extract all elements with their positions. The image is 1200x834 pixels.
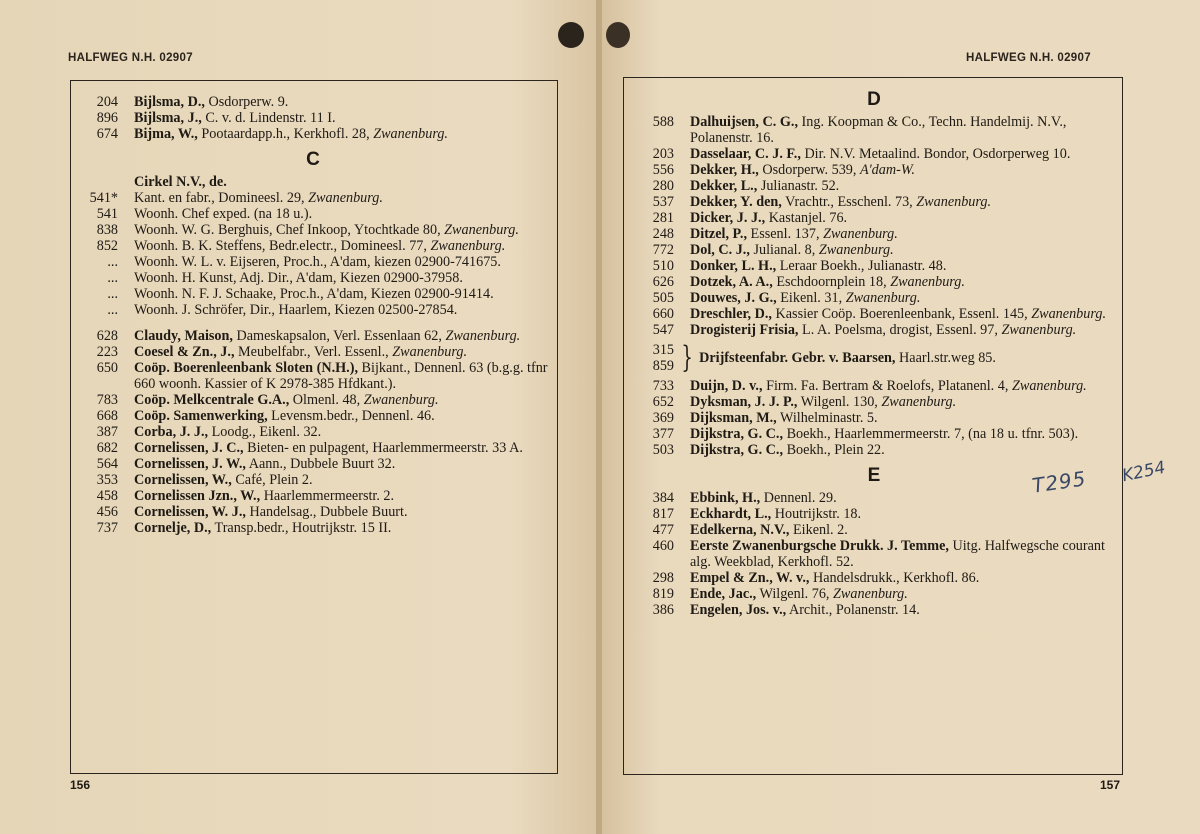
entry-place: Zwanenburg.: [392, 344, 468, 360]
section-letter-d: D: [867, 89, 881, 110]
entry-details: Olmenl. 48,: [289, 392, 364, 408]
directory-entry: [78, 222, 548, 238]
book-gutter: [596, 0, 602, 834]
entry-number: 896: [96, 110, 118, 126]
entry-name: Cornelissen, J. W.,: [134, 456, 246, 472]
entry-details: Ing. Koopman & Co., Techn. Handelmij. N.V., Polanenstr. 16.: [690, 114, 1067, 146]
entry-number: 733: [652, 378, 674, 394]
entry-details: Kastanjel. 76.: [765, 210, 848, 226]
entry-place: Zwanenburg.: [881, 394, 957, 410]
directory-entry: [78, 440, 548, 456]
entry-number: 772: [652, 242, 674, 258]
directory-entry: [634, 426, 1114, 442]
entry-name: Empel & Zn., W. v.,: [690, 570, 810, 586]
directory-entry: [634, 570, 1114, 586]
entry-name: Coöp. Melkcentrale G.A.,: [134, 392, 290, 408]
entry-details: Leraar Boekh., Julianastr. 48.: [776, 258, 947, 274]
entry-name: Duijn, D. v.,: [690, 378, 763, 394]
entry-number: 682: [96, 440, 118, 456]
directory-entry: [634, 114, 1114, 146]
directory-entry: [78, 270, 548, 286]
entry-details: Bijkant., Dennenl. 63 (b.g.g. tfnr 660 woonh. Kassier of K 2978-385 Hfdkant.).: [134, 360, 548, 392]
entry-details: Wilhelminastr. 5.: [776, 410, 878, 426]
entry-place: Zwanenburg.: [845, 290, 921, 306]
entry-details: Uitg. Halfwegsche courant alg. Weekblad, Kerkhofl. 52.: [690, 538, 1105, 570]
entry-name: Dijkstra, G. C.,: [690, 442, 784, 458]
entry-name: Eckhardt, L.,: [690, 506, 772, 522]
directory-entry: [634, 322, 1114, 338]
entry-name: Cornelje, D.,: [134, 520, 212, 536]
directory-entry: [78, 344, 548, 360]
directory-entry: [634, 210, 1114, 226]
entry-details: L. A. Poelsma, drogist, Essenl. 97,: [798, 322, 1002, 338]
directory-entry: [78, 488, 548, 504]
entry-details: Wilgenl. 76,: [756, 586, 834, 602]
binding-hole-right: [606, 22, 630, 48]
directory-entry: [634, 242, 1114, 258]
entry-number: ...: [107, 254, 118, 270]
entry-details: Haarlemmermeerstr. 2.: [260, 488, 395, 504]
entry-name: Bijma, W.,: [134, 126, 198, 142]
directory-entry: [634, 226, 1114, 242]
entry-number: 783: [96, 392, 118, 408]
entry-number: 852: [96, 238, 118, 254]
entry-number: 460: [652, 538, 674, 554]
brace-entry-rest: Haarl.str.weg 85.: [895, 350, 996, 366]
directory-entry: [634, 602, 1114, 618]
entry-name: Coesel & Zn., J.,: [134, 344, 235, 360]
entry-place: Zwanenburg.: [445, 328, 521, 344]
directory-entry: [634, 274, 1114, 290]
entry-details: C. v. d. Lindenstr. 11 I.: [201, 110, 336, 126]
directory-entry: [78, 424, 548, 440]
entry-number: 477: [652, 522, 674, 538]
folio-right: 157: [1100, 778, 1121, 792]
entry-name: Ditzel, P.,: [690, 226, 747, 242]
directory-entry: [634, 178, 1114, 194]
running-head-left: HALFWEG N.H. 02907: [68, 52, 193, 64]
entry-number: 652: [652, 394, 674, 410]
directory-entry: [634, 290, 1114, 306]
directory-entry: [78, 126, 548, 142]
entry-details: Woonh. H. Kunst, Adj. Dir., A'dam, Kiezen 02900-37958.: [134, 270, 463, 286]
entry-number: 556: [652, 162, 674, 178]
entry-details: Woonh. W. L. v. Eijseren, Proc.h., A'dam, kiezen 02900-741675.: [134, 254, 501, 270]
entry-name: Edelkerna, N.V.,: [690, 522, 790, 538]
directory-entry: [78, 238, 548, 254]
directory-entry: [78, 94, 548, 110]
directory-entry: [634, 306, 1114, 322]
entry-place: Zwanenburg.: [1031, 306, 1106, 322]
brace-entry-name: Drijfsteenfabr. Gebr. v. Baarsen,: [699, 350, 896, 366]
entry-number: 458: [96, 488, 118, 504]
entry-name: Drogisterij Frisia,: [690, 322, 799, 338]
entry-details: Julianal. 8,: [749, 242, 819, 258]
entry-number: 505: [652, 290, 674, 306]
entry-number: 298: [652, 570, 674, 586]
entry-place: Zwanenburg.: [818, 242, 894, 258]
directory-entry: [78, 520, 548, 536]
entry-name: Douwes, J. G.,: [690, 290, 777, 306]
entry-name: Dalhuijsen, C. G.,: [690, 114, 798, 130]
entry-name: Engelen, Jos. v.,: [690, 602, 787, 618]
entry-name: Dekker, H.,: [690, 162, 759, 178]
cirkel-header-name: Cirkel N.V., de.: [134, 174, 227, 190]
entry-place: Zwanenburg.: [833, 586, 908, 602]
entry-number: 737: [96, 520, 118, 536]
directory-entry: [78, 302, 548, 318]
entry-details: Handelsdrukk., Kerkhofl. 86.: [809, 570, 980, 586]
directory-entry: [634, 586, 1114, 602]
entry-number: 223: [96, 344, 118, 360]
entry-place: Zwanenburg.: [444, 222, 519, 238]
entry-name: Cornelissen Jzn., W.,: [134, 488, 261, 504]
entry-place: Zwanenburg.: [890, 274, 965, 290]
brace-entry: [634, 342, 1114, 374]
directory-entry: [78, 206, 548, 222]
entry-details: Handelsag., Dubbele Buurt.: [245, 504, 408, 520]
cirkel-header: [78, 174, 548, 190]
entry-group-d1: [634, 114, 1114, 338]
section-letter-c: C: [306, 149, 320, 170]
folio-left: 156: [70, 778, 91, 792]
entry-details: Boekh., Haarlemmermeerstr. 7, (na 18 u. tfnr. 503).: [783, 426, 1079, 442]
directory-entry: [78, 392, 548, 408]
left-entries: [78, 94, 548, 536]
directory-entry: [78, 472, 548, 488]
directory-entry: [78, 360, 548, 392]
brace-num-2: 859: [652, 358, 674, 374]
directory-entry: [634, 162, 1114, 178]
directory-entry: [78, 504, 548, 520]
entry-name: Dekker, Y. den,: [690, 194, 782, 210]
entry-number: 248: [652, 226, 674, 242]
entry-details: Dir. N.V. Metaalind. Bondor, Osdorperweg 10.: [800, 146, 1071, 162]
directory-entry: [634, 146, 1114, 162]
entry-place: Zwanenburg.: [430, 238, 506, 254]
directory-entry: [78, 254, 548, 270]
entry-name: Claudy, Maison,: [134, 328, 233, 344]
directory-entry: [634, 442, 1114, 458]
entry-place: A'dam-W.: [859, 162, 915, 178]
entry-place: Zwanenburg.: [363, 392, 439, 408]
entry-number: 541: [96, 206, 118, 222]
directory-entry: [634, 410, 1114, 426]
directory-entry: [78, 328, 548, 344]
entry-details: Loodg., Eikenl. 32.: [208, 424, 322, 440]
entry-details: Julianastr. 52.: [757, 178, 840, 194]
entry-number: 626: [652, 274, 674, 290]
entry-name: Corba, J. J.,: [134, 424, 209, 440]
directory-entry: [634, 522, 1114, 538]
entry-number: 660: [652, 306, 674, 322]
entry-name: Coöp. Samenwerking,: [134, 408, 268, 424]
brace-glyph: }: [681, 340, 693, 375]
entry-details: Firm. Fa. Bertram & Roelofs, Platanenl. 4,: [762, 378, 1012, 394]
entry-place: Zwanenburg.: [916, 194, 992, 210]
entry-details: Pootaardapp.h., Kerkhofl. 28,: [197, 126, 374, 142]
entry-number: 537: [652, 194, 674, 210]
entry-number: 386: [652, 602, 674, 618]
entry-details: Dameskapsalon, Verl. Essenlaan 62,: [232, 328, 446, 344]
entry-details: Kant. en fabr., Domineesl. 29,: [134, 190, 309, 206]
directory-entry: [78, 408, 548, 424]
directory-entry: [634, 194, 1114, 210]
entry-number: 384: [652, 490, 674, 506]
entry-group-d2: [634, 378, 1114, 458]
entry-number: 203: [652, 146, 674, 162]
entry-number: ...: [107, 270, 118, 286]
entry-number: 819: [652, 586, 674, 602]
entry-number: 503: [652, 442, 674, 458]
entry-group-cirkel: [78, 190, 548, 318]
entry-name: Ende, Jac.,: [690, 586, 757, 602]
entry-number: 817: [652, 506, 674, 522]
entry-details: Café, Plein 2.: [231, 472, 313, 488]
entry-name: Dekker, L.,: [690, 178, 758, 194]
entry-place: Zwanenburg.: [823, 226, 898, 242]
entry-name: Dotzek, A. A.,: [690, 274, 773, 290]
entry-details: Meubelfabr., Verl. Essenl.,: [234, 344, 393, 360]
right-entries: [634, 89, 1114, 618]
entry-details: Woonh. B. K. Steffens, Bedr.electr., Domineesl. 77,: [134, 238, 431, 254]
entry-details: Houtrijkstr. 18.: [771, 506, 862, 522]
entry-number: 674: [96, 126, 118, 142]
entry-name: Dol, C. J.,: [690, 242, 750, 258]
entry-group-top: [78, 94, 548, 142]
running-head-right: HALFWEG N.H. 02907: [966, 52, 1091, 64]
directory-entry: [634, 394, 1114, 410]
entry-number: 369: [652, 410, 674, 426]
directory-entry: [634, 538, 1114, 570]
entry-number: 650: [96, 360, 118, 376]
entry-number: 668: [96, 408, 118, 424]
entry-name: Cornelissen, J. C.,: [134, 440, 244, 456]
entry-number: 280: [652, 178, 674, 194]
entry-details: Levensm.bedr., Dennenl. 46.: [267, 408, 435, 424]
entry-number: 353: [96, 472, 118, 488]
entry-number: 838: [96, 222, 118, 238]
entry-place: Zwanenburg.: [373, 126, 448, 142]
entry-number: ...: [107, 286, 118, 302]
entry-number: 387: [96, 424, 118, 440]
entry-place: Zwanenburg.: [308, 190, 383, 206]
section-letter-e: E: [867, 465, 881, 486]
entry-number: 377: [652, 426, 674, 442]
entry-group-bottom: [78, 328, 548, 536]
entry-name: Dreschler, D.,: [690, 306, 772, 322]
directory-entry: [634, 378, 1114, 394]
pencil-annotation-1: T295: [1030, 466, 1088, 498]
entry-details: Vrachtr., Esschenl. 73,: [781, 194, 917, 210]
entry-place: Zwanenburg.: [1001, 322, 1077, 338]
entry-details: Archit., Polanenstr. 14.: [786, 602, 920, 618]
entry-details: Wilgenl. 130,: [797, 394, 882, 410]
directory-entry: [78, 190, 548, 206]
entry-details: Essenl. 137,: [747, 226, 824, 242]
binding-hole-left: [558, 22, 584, 48]
entry-number: 564: [96, 456, 118, 472]
entry-details: Woonh. Chef exped. (na 18 u.).: [134, 206, 313, 222]
entry-details: Woonh. J. Schröfer, Dir., Haarlem, Kiezen 02500-27854.: [134, 302, 458, 318]
entry-name: Eerste Zwanenburgsche Drukk. J. Temme,: [690, 538, 949, 554]
entry-number: 510: [652, 258, 674, 274]
entry-details: Kassier Coöp. Boerenleenbank, Essenl. 145,: [771, 306, 1032, 322]
directory-entry: [78, 286, 548, 302]
entry-number: ...: [107, 302, 118, 318]
entry-details: Bieten- en pulpagent, Haarlemmermeerstr. 33 A.: [243, 440, 523, 456]
entry-name: Dicker, J. J.,: [690, 210, 766, 226]
directory-entry: [634, 258, 1114, 274]
entry-details: Osdorperw. 9.: [204, 94, 289, 110]
pencil-annotation-2: K254: [1120, 457, 1168, 487]
entry-name: Cornelissen, W.,: [134, 472, 232, 488]
entry-details: Transp.bedr., Houtrijkstr. 15 II.: [211, 520, 392, 536]
entry-place: Zwanenburg.: [1011, 378, 1087, 394]
entry-number: 204: [96, 94, 118, 110]
entry-details: Osdorperw. 539,: [758, 162, 860, 178]
entry-group-e: [634, 490, 1114, 618]
entry-name: Cornelissen, W. J.,: [134, 504, 246, 520]
entry-name: Dijkstra, G. C.,: [690, 426, 784, 442]
directory-entry: [78, 456, 548, 472]
brace-num-1: 315: [652, 342, 674, 358]
entry-name: Coöp. Boerenleenbank Sloten (N.H.),: [134, 360, 358, 376]
entry-name: Ebbink, H.,: [690, 490, 761, 506]
entry-details: Aann., Dubbele Buurt 32.: [245, 456, 396, 472]
entry-number: 541*: [89, 190, 118, 206]
directory-entry: [78, 110, 548, 126]
entry-number: 547: [652, 322, 674, 338]
entry-number: 588: [652, 114, 674, 130]
entry-name: Bijlsma, J.,: [134, 110, 202, 126]
entry-name: Dyksman, J. J. P.,: [690, 394, 798, 410]
entry-name: Donker, L. H.,: [690, 258, 777, 274]
entry-details: Woonh. N. F. J. Schaake, Proc.h., A'dam, Kiezen 02900-91414.: [134, 286, 494, 302]
entry-number: 281: [652, 210, 674, 226]
entry-name: Bijlsma, D.,: [134, 94, 205, 110]
entry-details: Eikenl. 31,: [776, 290, 846, 306]
entry-details: Boekh., Plein 22.: [783, 442, 885, 458]
entry-number: 628: [96, 328, 118, 344]
entry-details: Eschdoornplein 18,: [772, 274, 891, 290]
entry-name: Dasselaar, C. J. F.,: [690, 146, 801, 162]
entry-number: 456: [96, 504, 118, 520]
entry-details: Woonh. W. G. Berghuis, Chef Inkoop, Ytochtkade 80,: [134, 222, 445, 238]
entry-details: Eikenl. 2.: [789, 522, 848, 538]
entry-details: Dennenl. 29.: [760, 490, 837, 506]
entry-name: Dijksman, M.,: [690, 410, 777, 426]
directory-entry: [634, 506, 1114, 522]
